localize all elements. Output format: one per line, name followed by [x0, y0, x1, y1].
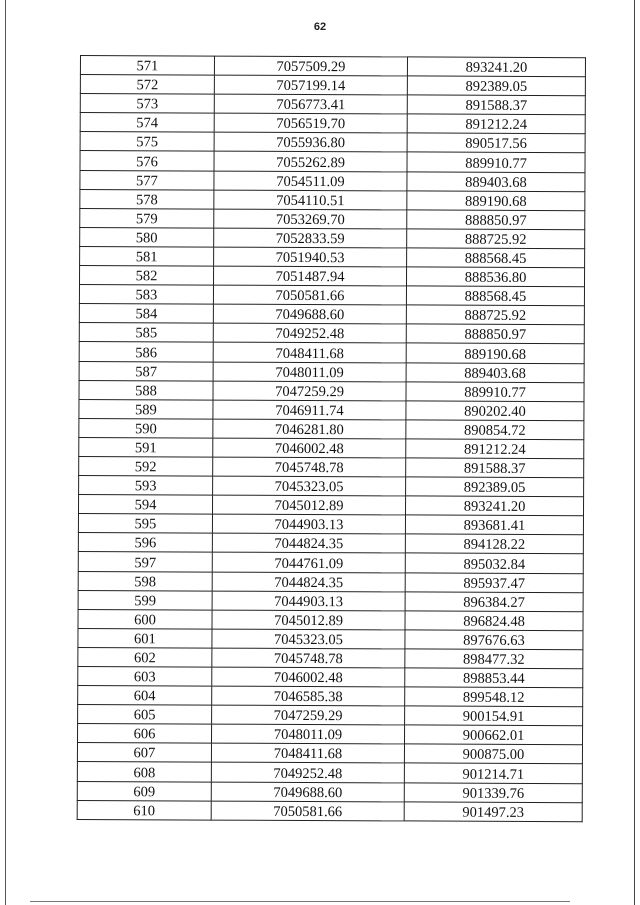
table-row	[80, 75, 585, 96]
table-row	[80, 208, 585, 229]
x-coordinate-cell: 7049252.48	[213, 323, 406, 343]
x-coordinate-cell: 7045012.89	[212, 610, 405, 630]
y-coordinate-cell: 896384.27	[405, 592, 583, 612]
y-coordinate-cell: 889190.68	[407, 191, 585, 211]
y-coordinate-cell: 891212.24	[406, 439, 584, 459]
table-row	[78, 705, 583, 726]
y-coordinate-cell: 901497.23	[404, 802, 582, 822]
x-coordinate-cell: 7050581.66	[213, 285, 406, 305]
y-coordinate-cell: 893681.41	[405, 515, 583, 535]
table-row	[78, 666, 583, 687]
table-row	[77, 781, 582, 802]
x-coordinate-cell: 7046281.80	[213, 419, 406, 439]
point-number-cell: 586	[79, 342, 213, 362]
y-coordinate-cell: 889910.77	[406, 382, 584, 402]
point-number-cell: 603	[78, 666, 212, 686]
table-row	[78, 590, 583, 611]
point-number-cell: 573	[80, 94, 214, 114]
x-coordinate-cell: 7049688.60	[213, 304, 406, 324]
table-row	[79, 285, 584, 306]
table-row	[77, 762, 582, 783]
x-coordinate-cell: 7045012.89	[212, 495, 405, 515]
x-coordinate-cell: 7054511.09	[214, 171, 407, 191]
table-row	[79, 266, 584, 287]
point-number-cell: 605	[78, 705, 212, 725]
point-number-cell: 608	[77, 762, 211, 782]
point-number-cell: 598	[78, 571, 212, 591]
x-coordinate-cell: 7048411.68	[211, 743, 404, 763]
y-coordinate-cell: 888568.45	[407, 248, 585, 268]
y-coordinate-cell: 898853.44	[405, 668, 583, 688]
point-number-cell: 596	[78, 533, 212, 553]
y-coordinate-cell: 889403.68	[407, 171, 585, 191]
table-row	[78, 686, 583, 707]
table-row	[77, 724, 582, 745]
table-row	[78, 552, 583, 573]
table-row	[80, 170, 585, 191]
y-coordinate-cell: 900154.91	[405, 706, 583, 726]
table-row	[79, 342, 584, 363]
table-row	[80, 94, 585, 115]
x-coordinate-cell: 7052833.59	[214, 228, 407, 248]
point-number-cell: 576	[80, 151, 214, 171]
x-coordinate-cell: 7046585.38	[212, 686, 405, 706]
y-coordinate-cell: 901339.76	[404, 782, 582, 802]
x-coordinate-cell: 7049252.48	[211, 763, 404, 783]
x-coordinate-cell: 7045748.78	[213, 457, 406, 477]
point-number-cell: 587	[79, 361, 213, 381]
y-coordinate-cell: 890202.40	[406, 401, 584, 421]
x-coordinate-cell: 7050581.66	[211, 801, 404, 821]
x-coordinate-cell: 7055936.80	[214, 132, 407, 152]
y-coordinate-cell: 888568.45	[406, 286, 584, 306]
x-coordinate-cell: 7045323.05	[212, 629, 405, 649]
y-coordinate-cell: 888850.97	[406, 324, 584, 344]
y-coordinate-cell: 897676.63	[405, 630, 583, 650]
y-coordinate-cell: 891212.24	[407, 114, 585, 134]
x-coordinate-cell: 7057509.29	[214, 56, 407, 76]
x-coordinate-cell: 7045323.05	[213, 476, 406, 496]
table-row	[80, 246, 585, 267]
x-coordinate-cell: 7046002.48	[212, 667, 405, 687]
point-number-cell: 589	[79, 399, 213, 419]
y-coordinate-cell: 900662.01	[404, 725, 582, 745]
y-coordinate-cell: 888725.92	[407, 229, 585, 249]
x-coordinate-cell: 7056773.41	[214, 94, 407, 114]
page-edge-right	[634, 0, 635, 905]
y-coordinate-cell: 898477.32	[405, 649, 583, 669]
page-number: 62	[313, 21, 327, 33]
table-row	[79, 437, 584, 458]
y-coordinate-cell: 889403.68	[406, 362, 584, 382]
point-number-cell: 595	[78, 514, 212, 534]
y-coordinate-cell: 894128.22	[405, 534, 583, 554]
point-number-cell: 597	[78, 552, 212, 572]
y-coordinate-cell: 889910.77	[407, 152, 585, 172]
x-coordinate-cell: 7054110.51	[214, 190, 407, 210]
point-number-cell: 582	[79, 266, 213, 286]
table-row	[79, 476, 584, 497]
coordinates-table-body	[77, 56, 585, 822]
table-row	[80, 113, 585, 134]
point-number-cell: 594	[78, 495, 212, 515]
y-coordinate-cell: 899548.12	[405, 687, 583, 707]
page-edge-bottom	[30, 901, 570, 902]
point-number-cell: 588	[79, 380, 213, 400]
point-number-cell: 607	[77, 743, 211, 763]
x-coordinate-cell: 7044903.13	[212, 514, 405, 534]
point-number-cell: 585	[79, 323, 213, 343]
y-coordinate-cell: 901214.71	[404, 763, 582, 783]
y-coordinate-cell: 888850.97	[407, 210, 585, 230]
y-coordinate-cell: 888536.80	[406, 267, 584, 287]
y-coordinate-cell: 889190.68	[406, 343, 584, 363]
point-number-cell: 602	[78, 647, 212, 667]
table-row	[78, 571, 583, 592]
table-row	[80, 189, 585, 210]
point-number-cell: 600	[78, 609, 212, 629]
point-number-cell: 579	[80, 208, 214, 228]
table-row	[79, 361, 584, 382]
point-number-cell: 590	[79, 418, 213, 438]
point-number-cell: 572	[80, 75, 214, 95]
x-coordinate-cell: 7056519.70	[214, 113, 407, 133]
page-edge-left	[5, 0, 6, 905]
point-number-cell: 592	[79, 456, 213, 476]
x-coordinate-cell: 7046911.74	[213, 400, 406, 420]
point-number-cell: 580	[80, 227, 214, 247]
y-coordinate-cell: 893241.20	[405, 496, 583, 516]
point-number-cell: 609	[77, 781, 211, 801]
y-coordinate-cell: 890517.56	[407, 133, 585, 153]
x-coordinate-cell: 7047259.29	[212, 705, 405, 725]
table-row	[80, 227, 585, 248]
y-coordinate-cell: 895032.84	[405, 553, 583, 573]
table-row	[78, 495, 583, 516]
y-coordinate-cell: 896824.48	[405, 611, 583, 631]
y-coordinate-cell: 891588.37	[406, 458, 584, 478]
x-coordinate-cell: 7047259.29	[213, 381, 406, 401]
y-coordinate-cell: 900875.00	[404, 744, 582, 764]
x-coordinate-cell: 7051487.94	[213, 266, 406, 286]
table-row	[78, 628, 583, 649]
x-coordinate-cell: 7051940.53	[214, 247, 407, 267]
point-number-cell: 577	[80, 170, 214, 190]
y-coordinate-cell: 888725.92	[406, 305, 584, 325]
point-number-cell: 610	[77, 800, 211, 820]
x-coordinate-cell: 7044824.35	[212, 533, 405, 553]
point-number-cell: 574	[80, 113, 214, 133]
x-coordinate-cell: 7048411.68	[213, 342, 406, 362]
point-number-cell: 575	[80, 132, 214, 152]
table-row	[80, 151, 585, 172]
point-number-cell: 571	[80, 56, 214, 76]
table-row	[79, 418, 584, 439]
table-row	[79, 456, 584, 477]
point-number-cell: 581	[80, 246, 214, 266]
table-row	[79, 399, 584, 420]
point-number-cell: 599	[78, 590, 212, 610]
x-coordinate-cell: 7044824.35	[212, 572, 405, 592]
point-number-cell: 593	[79, 476, 213, 496]
coordinates-table	[77, 55, 586, 822]
point-number-cell: 606	[77, 724, 211, 744]
table-row	[77, 800, 582, 821]
x-coordinate-cell: 7055262.89	[214, 152, 407, 172]
y-coordinate-cell: 895937.47	[405, 572, 583, 592]
y-coordinate-cell: 890854.72	[406, 420, 584, 440]
point-number-cell: 578	[80, 189, 214, 209]
point-number-cell: 583	[79, 285, 213, 305]
x-coordinate-cell: 7048011.09	[213, 362, 406, 382]
x-coordinate-cell: 7046002.48	[213, 438, 406, 458]
point-number-cell: 604	[78, 686, 212, 706]
x-coordinate-cell: 7045748.78	[212, 648, 405, 668]
table-row	[79, 323, 584, 344]
table-row	[79, 304, 584, 325]
y-coordinate-cell: 892389.05	[406, 477, 584, 497]
table-row	[78, 514, 583, 535]
point-number-cell: 591	[79, 437, 213, 457]
table-row	[79, 380, 584, 401]
table-row	[78, 647, 583, 668]
x-coordinate-cell: 7048011.09	[211, 724, 404, 744]
y-coordinate-cell: 891588.37	[407, 95, 585, 115]
x-coordinate-cell: 7049688.60	[211, 782, 404, 802]
point-number-cell: 584	[79, 304, 213, 324]
y-coordinate-cell: 892389.05	[407, 76, 585, 96]
table-row	[80, 56, 585, 77]
x-coordinate-cell: 7044761.09	[212, 553, 405, 573]
table-row	[77, 743, 582, 764]
table-row	[78, 609, 583, 630]
point-number-cell: 601	[78, 628, 212, 648]
table-row	[80, 132, 585, 153]
y-coordinate-cell: 893241.20	[407, 57, 585, 77]
table-row	[78, 533, 583, 554]
x-coordinate-cell: 7057199.14	[214, 75, 407, 95]
x-coordinate-cell: 7044903.13	[212, 591, 405, 611]
x-coordinate-cell: 7053269.70	[214, 209, 407, 229]
